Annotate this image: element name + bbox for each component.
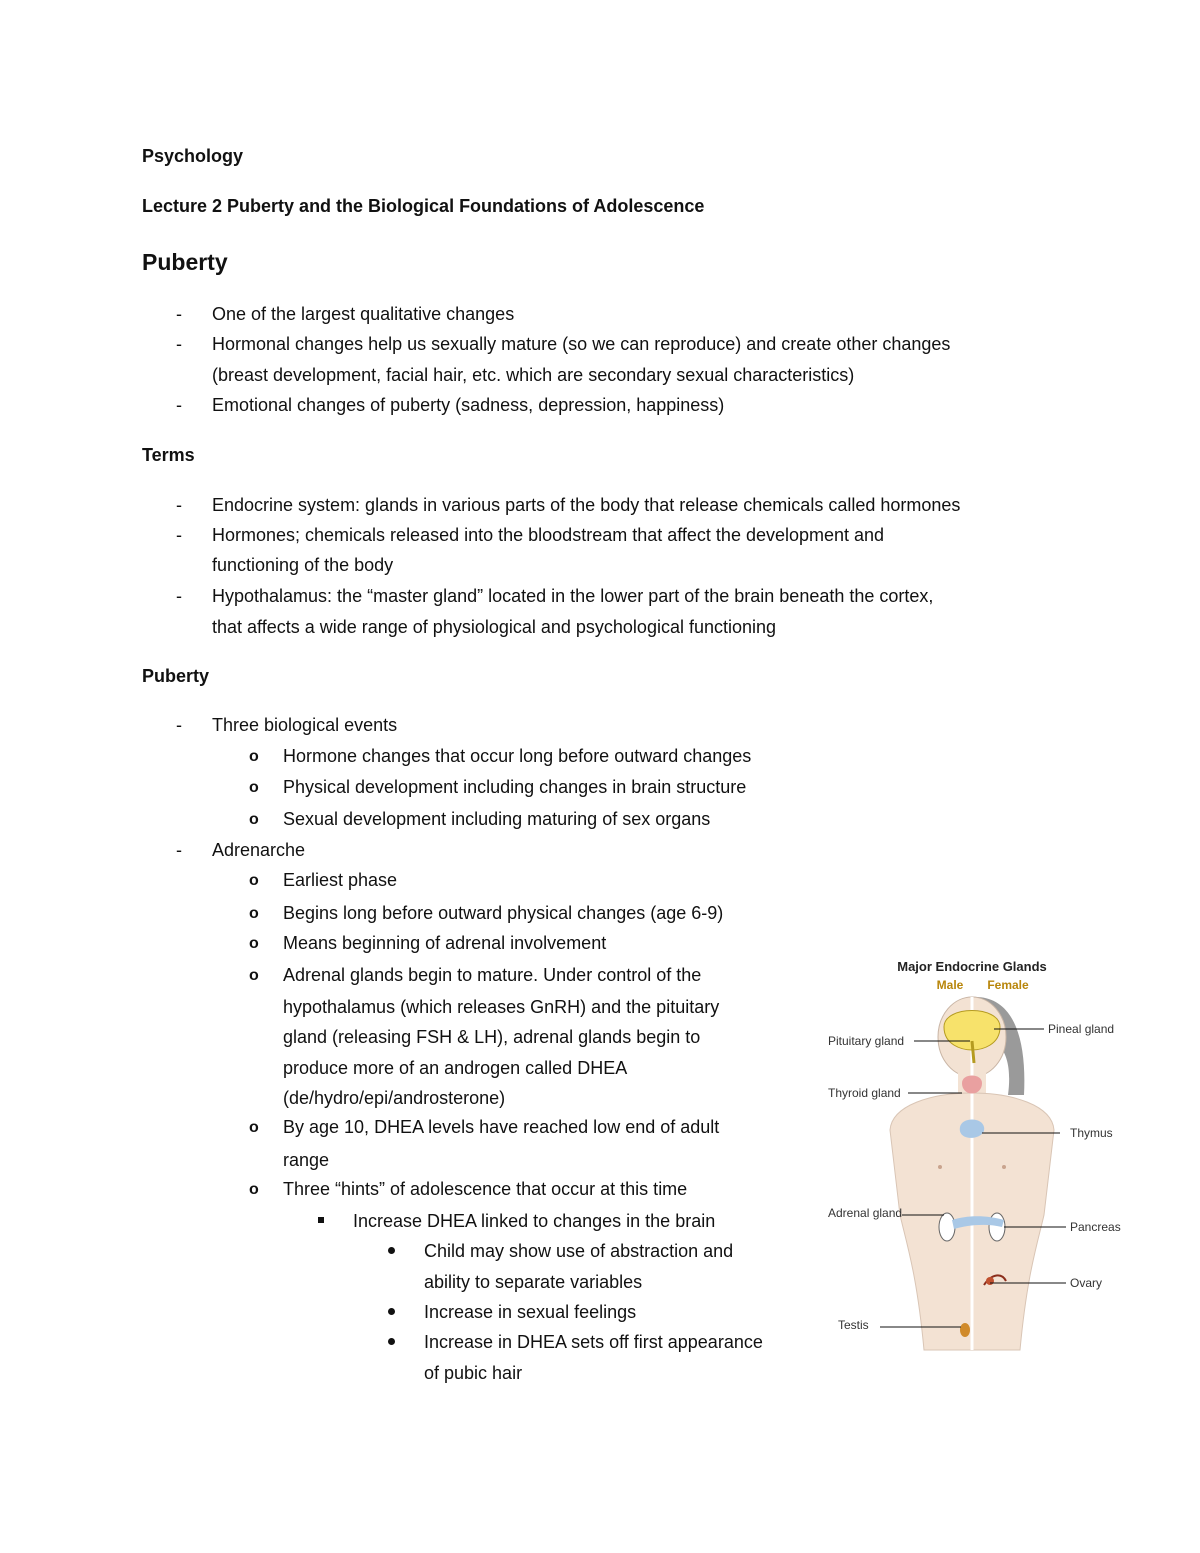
- list-item: Endocrine system: glands in various parts of the body that release chemicals called hormones: [212, 495, 961, 515]
- testis-label: Testis: [838, 1318, 869, 1332]
- pituitary-label: Pituitary gland: [828, 1034, 905, 1048]
- pancreas-label: Pancreas: [1070, 1220, 1121, 1234]
- list-item-continuation: produce more of an androgen called DHEA: [283, 1058, 628, 1078]
- circle-bullet: o: [249, 1181, 259, 1198]
- course-title: Psychology: [142, 146, 244, 166]
- round-bullet: [388, 1338, 395, 1345]
- figure-title: Major Endocrine Glands: [897, 959, 1047, 974]
- circle-bullet: o: [249, 872, 259, 889]
- list-item: Begins long before outward physical changes (age 6-9): [283, 903, 724, 923]
- circle-bullet: o: [249, 1119, 259, 1136]
- list-item-continuation: of pubic hair: [424, 1363, 523, 1383]
- section-heading-puberty-2: Puberty: [142, 666, 210, 686]
- circle-bullet: o: [249, 967, 259, 984]
- circle-bullet: o: [249, 811, 259, 828]
- list-item: Adrenarche: [212, 840, 306, 860]
- list-item-continuation: that affects a wide range of physiological and psychological functioning: [212, 617, 777, 637]
- testis-shape: [960, 1323, 970, 1337]
- dash-bullet: -: [176, 525, 182, 545]
- list-item: Emotional changes of puberty (sadness, depression, happiness): [212, 395, 725, 415]
- list-item: Hypothalamus: the “master gland” located in the lower part of the brain beneath the cortex,: [212, 586, 934, 606]
- kidney-right-shape: [989, 1213, 1005, 1241]
- dash-bullet: -: [176, 304, 182, 324]
- round-bullet: [388, 1247, 395, 1254]
- list-item: Child may show use of abstraction and: [424, 1241, 734, 1261]
- dash-bullet: -: [176, 586, 182, 606]
- list-item: Sexual development including maturing of sex organs: [283, 809, 711, 829]
- ovary-label: Ovary: [1070, 1276, 1103, 1290]
- list-item-continuation: gland (releasing FSH & LH), adrenal glands begin to: [283, 1027, 701, 1047]
- adrenal-label: Adrenal gland: [828, 1206, 903, 1220]
- round-bullet: [388, 1308, 395, 1315]
- male-label: Male: [936, 978, 964, 992]
- list-item: Hormonal changes help us sexually mature (so we can reproduce) and create other changes: [212, 334, 951, 354]
- list-item-continuation: range: [283, 1150, 330, 1170]
- list-item: Increase in DHEA sets off first appearance: [424, 1332, 763, 1352]
- list-item: Means beginning of adrenal involvement: [283, 933, 607, 953]
- dash-bullet: -: [176, 840, 182, 860]
- list-item-continuation: hypothalamus (which releases GnRH) and the pituitary: [283, 997, 720, 1017]
- endocrine-glands-figure: [822, 955, 1132, 1355]
- female-label: Female: [987, 978, 1029, 992]
- circle-bullet: o: [249, 748, 259, 765]
- list-item: Hormones; chemicals released into the bloodstream that affect the development and: [212, 525, 885, 545]
- section-heading-puberty: Puberty: [142, 249, 228, 275]
- dash-bullet: -: [176, 334, 182, 354]
- dash-bullet: -: [176, 715, 182, 735]
- pineal-label: Pineal gland: [1048, 1022, 1115, 1036]
- pituitary-shape: [972, 1041, 974, 1063]
- thyroid-label: Thyroid gland: [828, 1086, 901, 1100]
- list-item: By age 10, DHEA levels have reached low end of adult: [283, 1117, 720, 1137]
- ovary-dot: [986, 1277, 994, 1285]
- square-bullet: [318, 1217, 324, 1223]
- list-item: Earliest phase: [283, 870, 398, 890]
- list-item: One of the largest qualitative changes: [212, 304, 515, 324]
- thymus-label: Thymus: [1070, 1126, 1113, 1140]
- list-item-continuation: ability to separate variables: [424, 1272, 643, 1292]
- list-item: Increase DHEA linked to changes in the brain: [353, 1211, 716, 1231]
- circle-bullet: o: [249, 779, 259, 796]
- dash-bullet: -: [176, 395, 182, 415]
- list-item: Adrenal glands begin to mature. Under control of the: [283, 965, 702, 985]
- circle-bullet: o: [249, 905, 259, 922]
- dash-bullet: -: [176, 495, 182, 515]
- list-item: Hormone changes that occur long before outward changes: [283, 746, 752, 766]
- list-item-continuation: functioning of the body: [212, 555, 394, 575]
- circle-bullet: o: [249, 935, 259, 952]
- list-item: Three “hints” of adolescence that occur at this time: [283, 1179, 688, 1199]
- section-heading-terms: Terms: [142, 445, 195, 465]
- list-item-continuation: (de/hydro/epi/androsterone): [283, 1088, 506, 1108]
- list-item-continuation: (breast development, facial hair, etc. which are secondary sexual characteristics): [212, 365, 855, 385]
- list-item: Three biological events: [212, 715, 398, 735]
- lecture-title: Lecture 2 Puberty and the Biological Foundations of Adolescence: [142, 196, 705, 216]
- list-item: Increase in sexual feelings: [424, 1302, 637, 1322]
- kidney-left-shape: [939, 1213, 955, 1241]
- list-item: Physical development including changes in brain structure: [283, 777, 747, 797]
